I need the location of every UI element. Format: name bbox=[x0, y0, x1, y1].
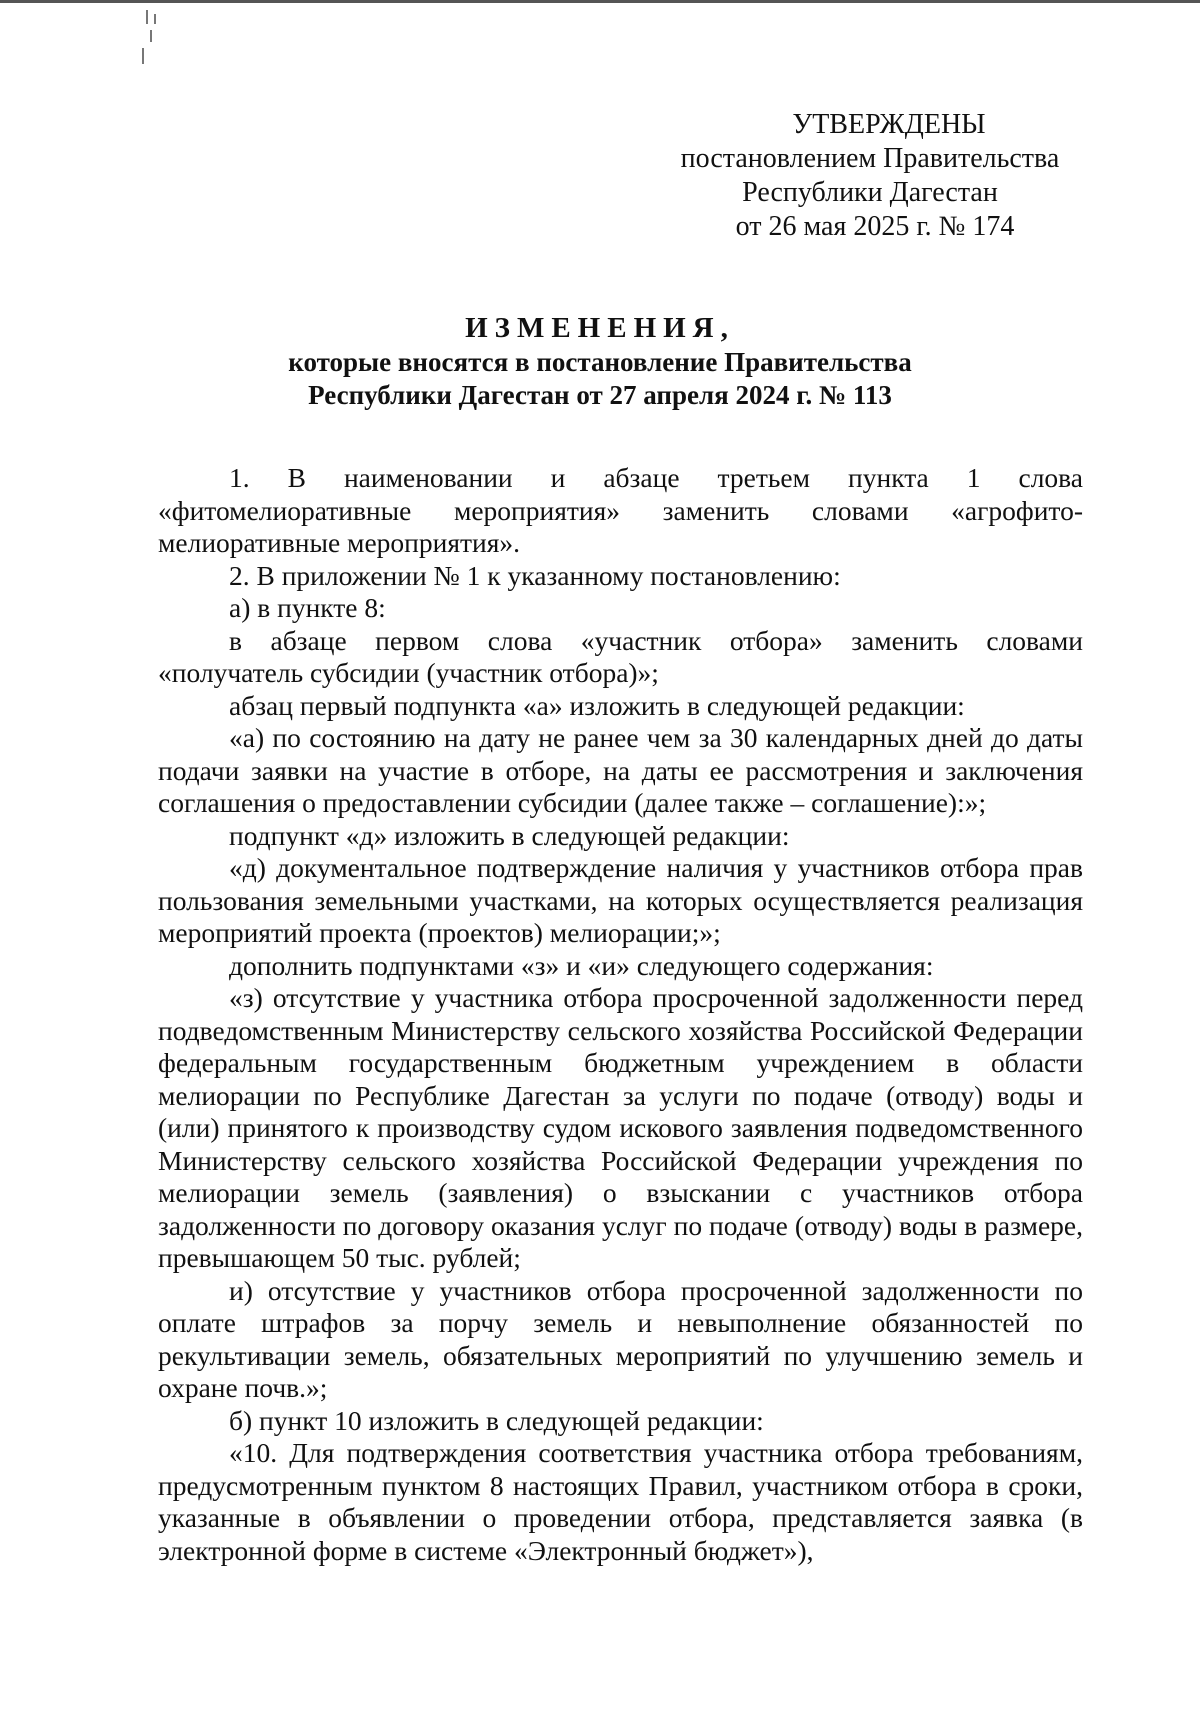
approval-line-3: от 26 мая 2025 г. № 174 bbox=[735, 211, 1015, 242]
paragraph: «з) отсутствие у участника отбора просроченной задолженности перед подведомственным Министерству сельского хозяйства Российской Федерации федеральным государственным бюджетным учреждением в области мелиорации по Республике Дагестан за услуги по подаче (отводу) воды и (или) принятого к производству судом искового заявления подведомственного Министерству сельского хозяйства Российской Федерации учреждения по мелиорации земель (заявления) о взыскании с участников отбора задолженности по договору оказания услуг по подаче (отводу) воды в размере, превышающем 50 тыс. рублей; bbox=[158, 982, 1083, 1273]
paragraph: и) отсутствие у участников отбора просроченной задолженности по оплате штрафов за порчу земель и невыполнение обязанностей по рекультивации земель, обязательных мероприятий по улучшению земель и охране почв.»; bbox=[158, 1274, 1083, 1403]
page-top-edge bbox=[0, 0, 1200, 3]
title-line-2: Республики Дагестан от 27 апреля 2024 г. № 113 bbox=[308, 380, 892, 410]
approval-line-1: постановлением Правительства bbox=[680, 143, 1060, 174]
paragraph: «10. Для подтверждения соответствия участника отбора требованиям, предусмотренным пунктом 8 настоящих Правил, участником отбора в сроки, указанные в объявлении о проведении отбора, представляется заявка (в электронной форме в системе «Электронный бюджет»), bbox=[158, 1437, 1083, 1566]
title-line-1: которые вносятся в постановление Правительства bbox=[288, 347, 912, 377]
approval-line-2: Республики Дагестан bbox=[742, 177, 998, 208]
approval-heading: УТВЕРЖДЕНЫ bbox=[792, 109, 986, 140]
paragraph: в абзаце первом слова «участник отбора» заменить словами «получатель субсидии (участник отбора)»; bbox=[158, 624, 1083, 688]
paragraph: 2. В приложении № 1 к указанному постановлению: bbox=[229, 559, 841, 591]
paragraph: 1. В наименовании и абзаце третьем пункта 1 слова «фитомелиоративные мероприятия» заменить словами «агрофито-мелиоративные мероприятия». bbox=[158, 462, 1083, 558]
approval-stamp-block bbox=[640, 108, 1100, 244]
scan-artifact-marks bbox=[140, 8, 164, 68]
document-title bbox=[0, 310, 1200, 412]
paragraph: б) пункт 10 изложить в следующей редакции: bbox=[229, 1404, 764, 1436]
title-heading: ИЗМЕНЕНИЯ, bbox=[465, 312, 735, 344]
paragraph: «д) документальное подтверждение наличия у участников отбора прав пользования земельными участками, на которых осуществляется реализация мероприятий проекта (проектов) мелиорации;»; bbox=[158, 852, 1083, 948]
paragraph: подпункт «д» изложить в следующей редакции: bbox=[229, 819, 790, 851]
paragraph: «а) по состоянию на дату не ранее чем за 30 календарных дней до даты подачи заявки на участие в отборе, на даты ее рассмотрения и заключения соглашения о предоставлении субсидии (далее также – соглашение):»; bbox=[158, 722, 1083, 818]
document-body bbox=[158, 462, 1083, 1567]
paragraph: абзац первый подпункта «а» изложить в следующей редакции: bbox=[229, 689, 965, 721]
paragraph: а) в пункте 8: bbox=[229, 592, 386, 623]
paragraph: дополнить подпунктами «з» и «и» следующего содержания: bbox=[229, 949, 934, 981]
